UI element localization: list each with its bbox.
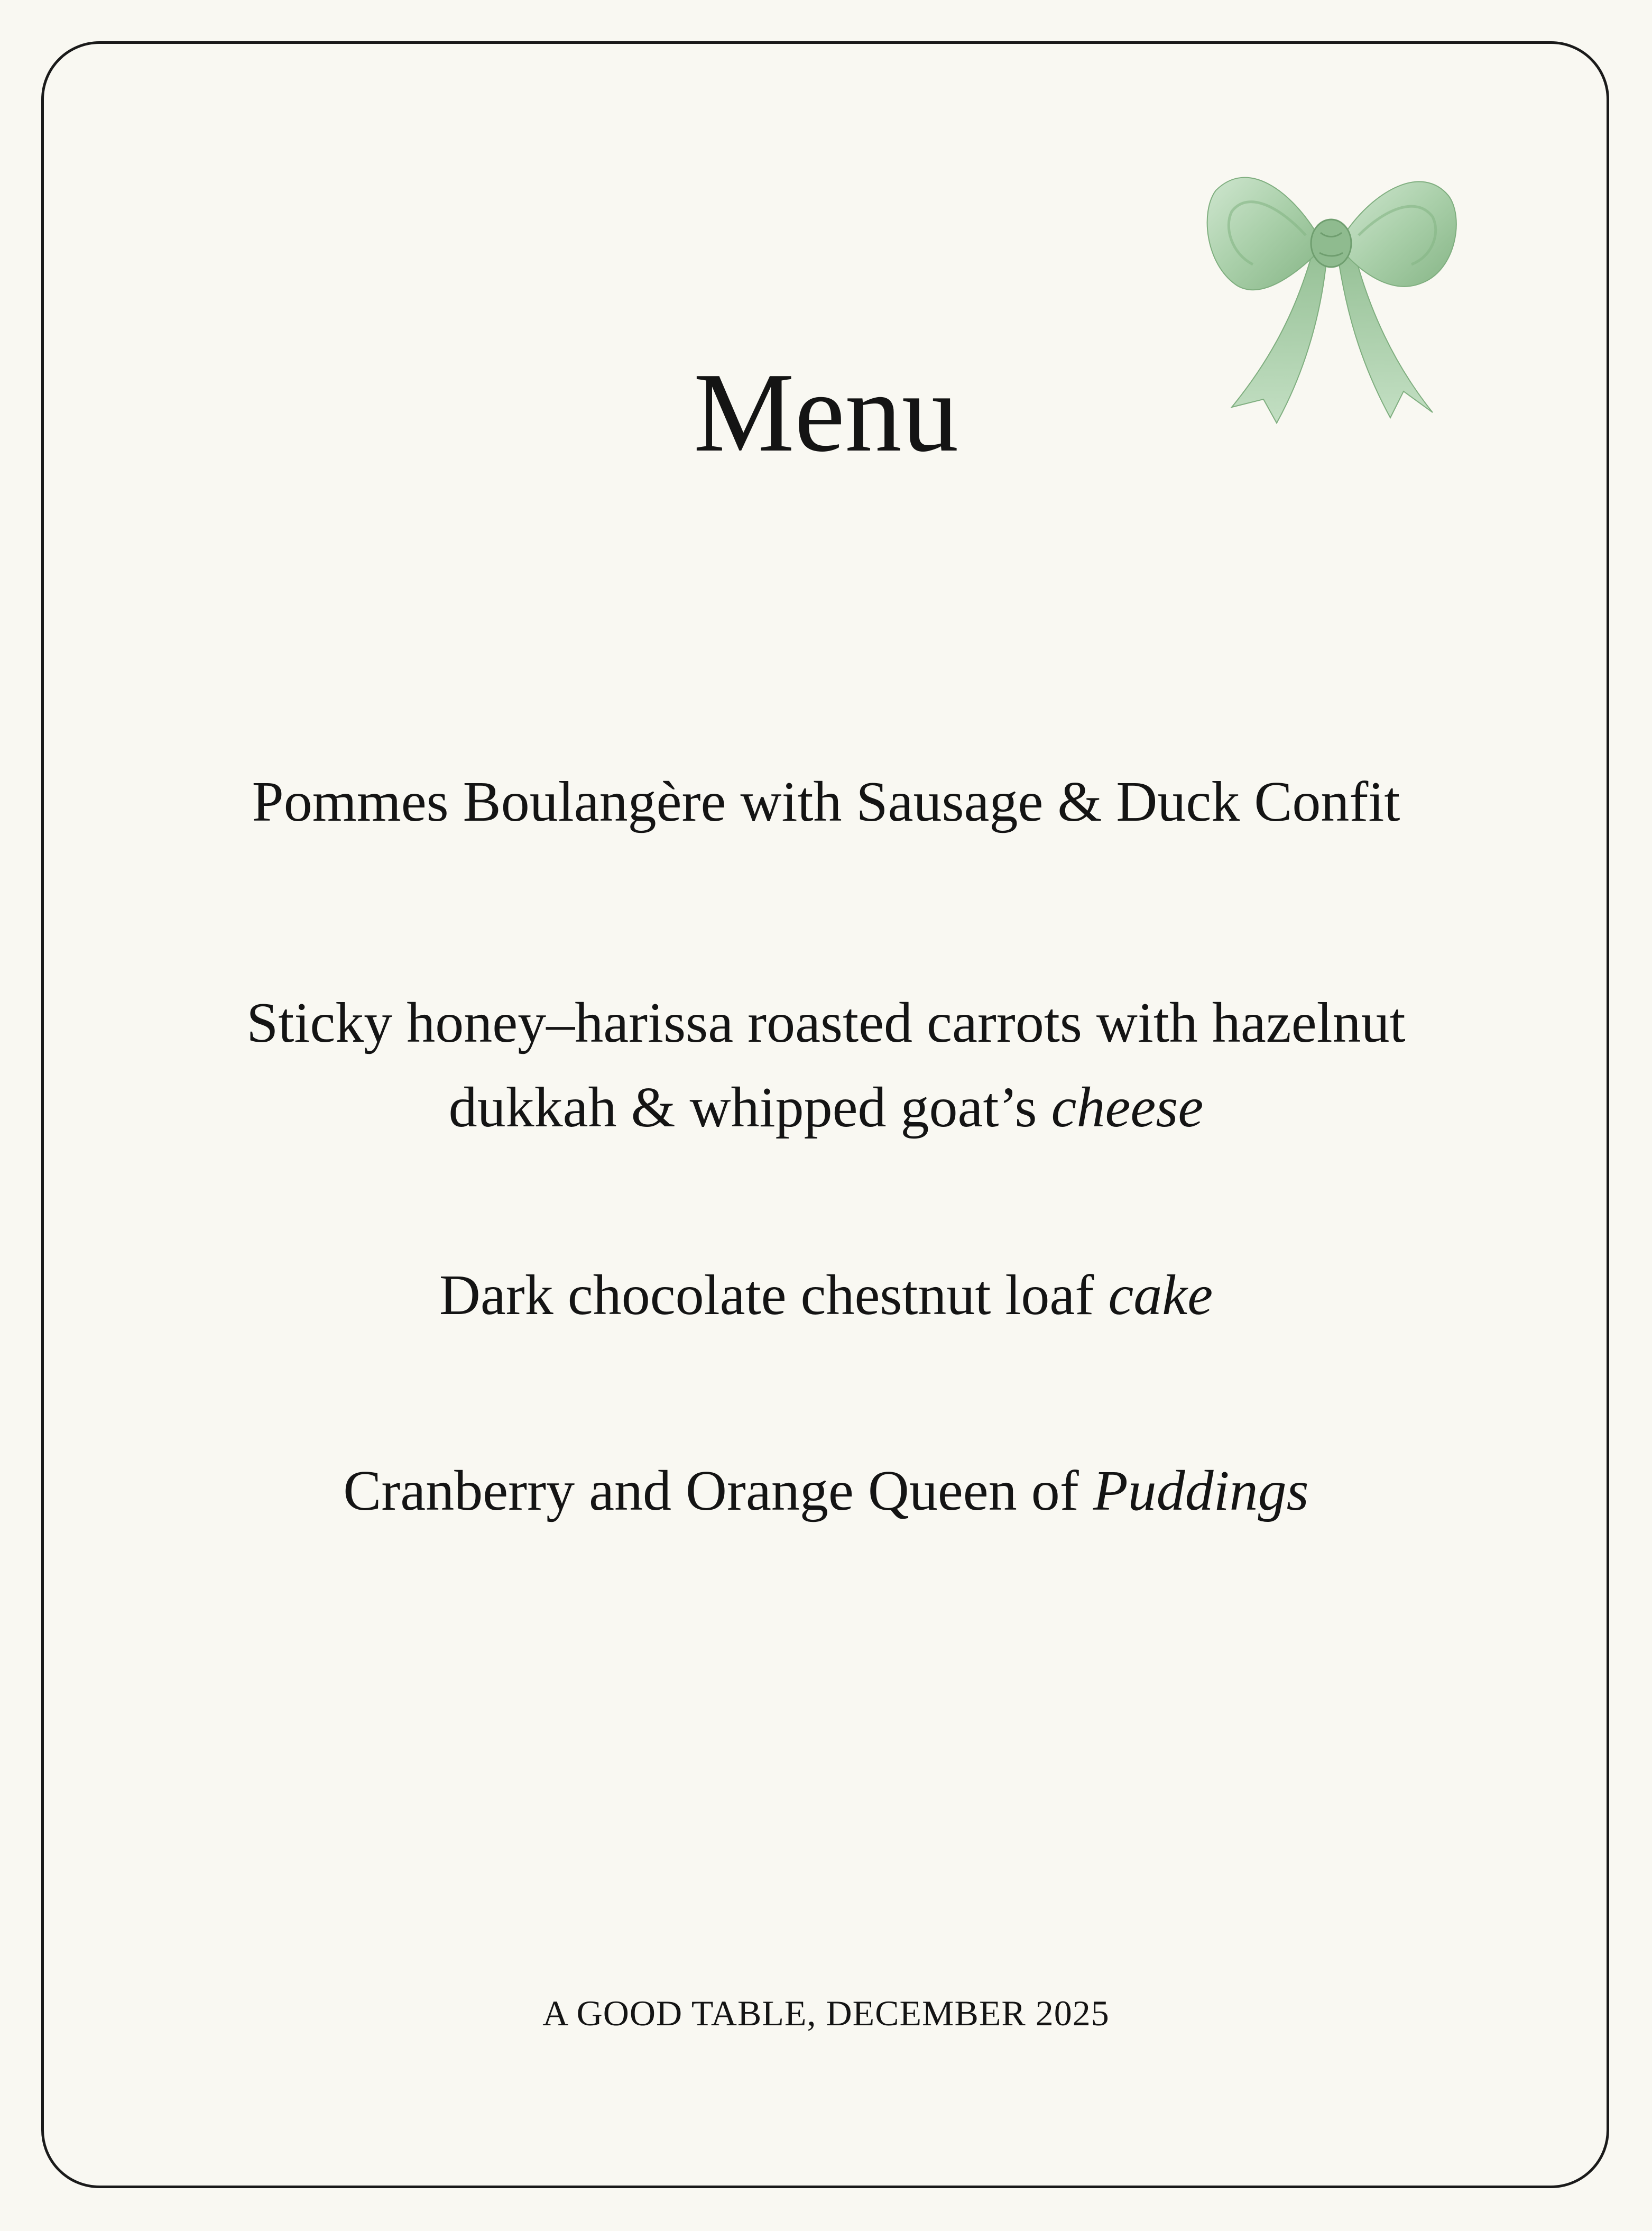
menu-item-side <box>0 981 1652 1150</box>
menu-item-pudding <box>0 1449 1652 1534</box>
menu-item-pudding-text: Cranberry and Orange Queen of <box>343 1459 1093 1522</box>
menu-item-main <box>0 760 1652 844</box>
menu-item-dessert-text: Dark chocolate chestnut loaf <box>439 1264 1109 1327</box>
menu-item-main-text: Pommes Boulangère with Sausage & Duck Confit <box>252 770 1400 833</box>
menu-title: Menu <box>693 349 959 475</box>
menu-item-dessert <box>0 1253 1652 1338</box>
menu-item-side-line2: dukkah & whipped goat’s <box>448 1076 1051 1139</box>
menu-footer: A GOOD TABLE, DECEMBER 2025 <box>542 1993 1110 2033</box>
menu-item-dessert-italic: cake <box>1108 1264 1213 1327</box>
menu-item-pudding-italic: Puddings <box>1093 1459 1309 1522</box>
menu-item-side-line1: Sticky honey–harissa roasted carrots with hazelnut <box>246 991 1406 1054</box>
menu-item-side-italic: cheese <box>1051 1076 1204 1139</box>
